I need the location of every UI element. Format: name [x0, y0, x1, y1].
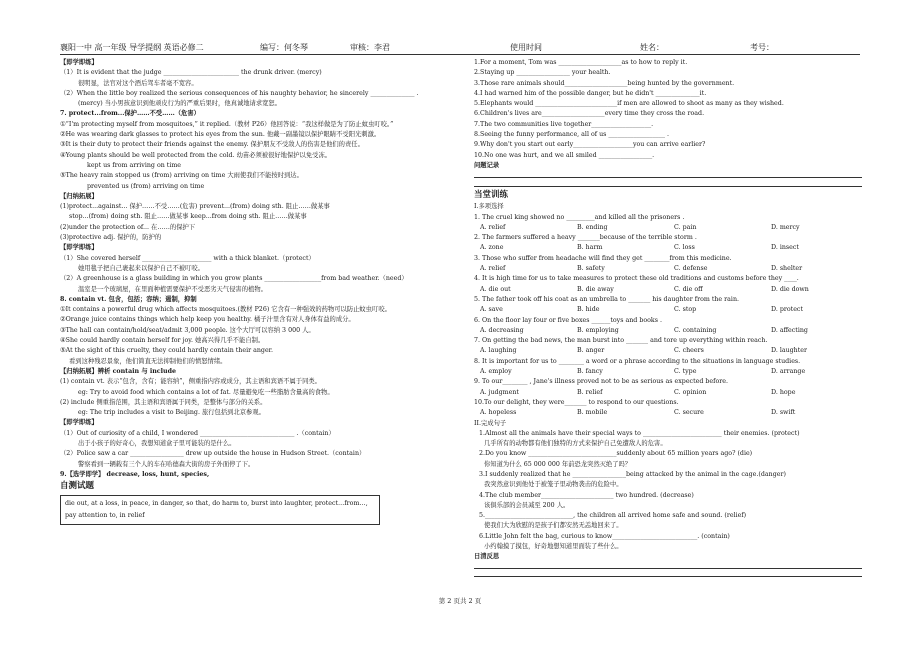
cloze-line: 我突然意识到他处于被笼子里动物袭击的危险中。 [484, 481, 623, 489]
cloze-line: 2.Do you know ____________________________suddenly about 65 million years ago? (die) [479, 450, 753, 458]
fill-blank-line: 7.The two communities live together___________________. [474, 120, 654, 128]
mc-option: B. safety [577, 265, 605, 273]
mc-options [474, 305, 862, 315]
practice-title: 当堂训练 [474, 190, 509, 201]
section-heading: 8. contain vt. 包含，包括；容纳；遏制，抑制 [60, 295, 197, 303]
mc-option: C. opinion [674, 388, 707, 396]
mc-option: A. laughing [480, 347, 517, 355]
text-line: （2）A greenhouse is a glass building in which you grow plants __________________from bad weather.（need） [60, 275, 408, 283]
mc-question: 4. It is high time for us to take measures to protect these old traditions and customs before they ____. [474, 275, 799, 283]
text-line: ④She could hardly contain herself for joy. 她高兴得几乎不能自制。 [60, 337, 265, 345]
text-line: （1）Out of curiosity of a child, I wondered ______________________________ .（contain） [60, 429, 335, 437]
text-line: ③The hall can contain/hold/seat/admit 3,000 people. 这个大厅可以容纳 3 000 人。 [60, 326, 315, 334]
cloze-line: 使我们大为欣慰的是孩子们都安然无恙地回来了。 [484, 522, 623, 530]
text-line: （2）When the little boy realized the serious consequences of his naughty behavior, he sincerely ______________ . [60, 89, 419, 97]
text-line: prevented us (from) arriving on time [87, 182, 205, 190]
text-line: 看到这种残忍景象，他们简直无法抑制他们的愤怒情绪。 [69, 357, 227, 365]
word-bank-line: die out, at a loss, in peace, in danger, so that, do harm to, burst into laughter, protect…from…, [65, 500, 368, 508]
reflection-line [474, 571, 862, 577]
mc-question: 3. Those who suffer from headache will find they get ________from this medicine. [474, 254, 732, 262]
mc-option: A. judgment [480, 388, 519, 396]
mc-question: 8. It is important for us to ________ a word or a phrase according to the situations in language studies. [474, 357, 801, 365]
mc-option: D. shelter [771, 265, 803, 273]
mc-option: C. die off [674, 285, 703, 293]
mc-option: B. hide [577, 306, 600, 314]
text-line: （1）It is evident that the judge ________________________ the drunk driver. (mercy) [60, 69, 322, 77]
mc-option: C. secure [674, 409, 704, 417]
header-author: 编写：何冬琴 [260, 43, 308, 52]
mc-option: C. stop [674, 306, 697, 314]
mc-option: D. insect [771, 244, 799, 252]
section-heading: 【归纳拓展】辨析 contain 与 include [60, 367, 177, 375]
left-column [60, 58, 450, 525]
mc-option: B. harm [577, 244, 603, 252]
mc-option: B. anger [577, 347, 605, 355]
text-line: (2) include 侧重指范围，其主语和宾语属于同类，是整体与部分的关系。 [60, 398, 267, 406]
text-line: eg: The trip includes a visit to Beijing. 旅行包括到北京参观。 [78, 409, 265, 417]
mc-option: C. defense [674, 265, 708, 273]
section-heading: 9.【选学即学】 decrease, loss, hunt, species, [60, 470, 210, 478]
text-line: ⑤At the sight of this cruelty, they could hardly contain their anger. [60, 347, 274, 355]
mc-option: D. arrange [771, 368, 806, 376]
mc-options [474, 285, 862, 295]
mc-options [474, 367, 862, 377]
header-name: 姓名： [640, 43, 664, 52]
section-heading: 7. protect...from...保护……不受……（危害） [60, 110, 200, 118]
fill-blank-line: 8.Seeing the funny performance, all of us __________________ . [474, 131, 670, 139]
text-line: (1) contain vt. 表示“包含，含有；能容纳”，侧重指内容或成分，其主语和宾语不属于同类。 [60, 378, 321, 386]
mc-options [474, 388, 862, 398]
mc-option: D. die down [771, 285, 809, 293]
fill-blank-line: 10.No one was hurt, and we all smiled _________________. [474, 151, 655, 159]
mc-option: B. mobile [577, 409, 608, 417]
text-line: stop...(from) doing sth. 阻止……做某事 keep...from doing sth. 阻止……做某事 [69, 213, 307, 221]
mc-question: 5. The father took off his coat as an umbrella to _______ his daughter from the rain. [474, 295, 739, 303]
page-header [60, 42, 860, 55]
cloze-line: 你知道为什么 65 000 000 年前恐龙突然灭绝了吗？ [484, 460, 632, 468]
mc-option: B. employing [577, 326, 619, 334]
fill-blank-line: 9.Why don't you start out early___________________you can arrive earlier? [474, 141, 706, 149]
text-line: ③It is their duty to protect their friends against the enemy. 保护朋友不受敌人的伤害是他们的责任。 [60, 141, 364, 149]
cloze-heading: II.完成句子 [474, 419, 507, 427]
text-line: ②Orange juice contains things which help keep you healthy. 橘子汁里含有对人身体有益的成分。 [60, 316, 355, 324]
mc-option: C. pain [674, 223, 697, 231]
page-footer: 第 2 页共 2 页 [438, 597, 482, 605]
mc-question: 9. To our________ , Jane's illness proved not to be as serious as expected before. [474, 378, 728, 386]
fill-blank-line: 6.Children's lives are____________________every time they cross the road. [474, 110, 705, 118]
notes-line [474, 171, 862, 178]
text-line: 出于小孩子的好奇心，我想知道盒子里可能装的是什么。 [78, 439, 236, 447]
reflection-line [474, 563, 862, 569]
mc-option: D. hope [771, 388, 796, 396]
fill-blank-line: 2.Staying up _________________ your health. [474, 69, 611, 77]
mc-question: 6. On the floor lay four or five boxes ______toys and books . [474, 316, 662, 324]
notes-line [474, 180, 862, 187]
text-line: 她用毯子把自己裹起来以保护自己不被叮咬。 [78, 264, 204, 272]
mc-option: C. cheers [674, 347, 704, 355]
mc-option: A. relief [480, 223, 506, 231]
text-line: （1）She covered herself ______________________ with a thick blanket.（protect） [60, 254, 315, 262]
fill-blank-line: 4.I had warned him of the possible danger, but he didn't ______________it. [474, 89, 707, 97]
header-school: 襄阳一中 高一年级 导学提纲 英语必修二 [60, 43, 204, 52]
fill-blank-line: 3.Those rare animals should____________________being hunted by the government. [474, 79, 735, 87]
mc-option: D. mercy [771, 223, 800, 231]
mc-option: D. laughter [771, 347, 808, 355]
mc-options [474, 243, 862, 253]
cloze-line: 1.Almost all the animals have their special ways to _________________________ their enemies. (protect) [479, 429, 800, 437]
mc-option: A. employ [480, 368, 512, 376]
text-line: ①It contains a powerful drug which affects mosquitoes.(教材 P26) 它含有一种强效的药物可以防止蚊虫叮咬。 [60, 306, 391, 314]
section-heading: 【即学即练】 [60, 244, 98, 252]
right-column [474, 58, 862, 579]
cloze-line: 几乎所有的动物都有他们独特的方式来保护自己免遭敌人的危害。 [484, 440, 667, 448]
section-heading: 【归纳拓展】 [60, 192, 98, 200]
mc-options [474, 346, 862, 356]
mc-option: A. decreasing [480, 326, 524, 334]
cloze-line: 5.____________________________, the children all arrived home safe and sound. (relief) [479, 512, 747, 520]
text-line: kept us from arriving on time [87, 161, 182, 169]
cloze-line: 6.Little John felt the bag, curious to know___________________________. (contain) [479, 532, 730, 540]
mc-option: D. protect [771, 306, 803, 314]
text-line: 警察看到一辆载有三个人的车在哈德森大街的房子外面停了下。 [78, 460, 255, 468]
text-line: (3)protective adj. 保护的，防护的 [60, 234, 162, 242]
mc-options [474, 326, 862, 336]
mc-option: B. relief [577, 388, 603, 396]
word-bank-box [60, 495, 380, 525]
mc-option: A. save [480, 306, 503, 314]
mc-option: A. hopeless [480, 409, 517, 417]
section-heading: 【即学即练】 [60, 59, 98, 66]
text-line: ①“I'm protecting myself from mosquitoes,” it replied.（教材 P26）他回答说：“我这样做是为了防止蚊虫叮咬。” [60, 120, 394, 128]
header-reviewer: 审核：李君 [350, 43, 390, 52]
section-title-self-test: 自测试题 [60, 481, 95, 492]
cloze-line: 该俱乐部的会员减至 200 人。 [484, 501, 570, 509]
text-line: (2)under the protection of... 在……的保护下 [60, 223, 196, 231]
text-line: ④Young plants should be well protected from the cold. 幼苗必须被很好地保护以免受冻。 [60, 151, 332, 159]
mc-options [474, 264, 862, 274]
word-bank-line: pay attention to, in relief [65, 512, 145, 520]
mc-option: A. zone [480, 244, 504, 252]
text-line: ⑤The heavy rain stopped us (from) arriving on time 大雨使我们不能按时到达。 [60, 172, 303, 180]
cloze-line: 4.The club member_______________________ two hundred. (decrease) [479, 491, 694, 499]
section-heading: 【即学即练】 [60, 419, 98, 427]
mc-option: B. ending [577, 223, 608, 231]
mc-option: A. relief [480, 265, 506, 273]
fill-blank-line: 1.For a moment, Tom was ____________________as to how to reply it. [474, 59, 688, 66]
text-line: eg: Try to avoid food which contains a lot of fat. 尽量避免吃一些脂肪含量高的食物。 [78, 388, 334, 396]
header-use-time: 使用时间 [510, 43, 542, 52]
mc-question: 7. On getting the bad news, the man burst into _______ and tore up everything within reach. [474, 337, 768, 345]
text-line: 很明显，法官对这个酒后驾车者毫不宽容。 [78, 79, 198, 87]
text-line: (1)protect...against... 保护……不受……(危害) prevent...(from) doing sth. 阻止……做某事 [60, 203, 330, 211]
mc-option: B. fancy [577, 368, 603, 376]
mc-question: 10.To our delight, they were_______ to respond to our questions. [474, 398, 679, 406]
cloze-line: 3.I suddenly realized that he _________________being attacked by the animal in the cage.(danger) [479, 470, 786, 478]
notes-title: 问题记录 [474, 161, 500, 169]
mc-option: D. swift [771, 409, 796, 417]
cloze-line: 小约翰摸了摸包，好奇地想知道里面装了些什么。 [484, 543, 623, 551]
mc-option: C. loss [674, 244, 695, 252]
mc-option: B. die away [577, 285, 614, 293]
reflection-title: 日清反思 [474, 553, 500, 561]
fill-blank-line: 5.Elephants would __________________________if men are allowed to shoot as many as they wished. [474, 100, 784, 108]
text-line: ②He was wearing dark glasses to protect his eyes from the sun. 他戴一副墨镜以保护眼睛不受阳光刺激。 [60, 131, 381, 139]
mc-options [474, 408, 862, 418]
mc-question: 1. The cruel king showed no _________and killed all the prisoners . [474, 213, 685, 221]
mc-option: A. die out [480, 285, 511, 293]
mc-options [474, 223, 862, 233]
mc-question: 2. The farmers suffered a heavy _______because of the terrible storm . [474, 234, 697, 242]
header-exam-no: 考号： [750, 43, 774, 52]
mc-option: C. containing [674, 326, 717, 334]
mc-option: C. type [674, 368, 697, 376]
text-line: （2）Police saw a car _________________ drew up outside the house in Hudson Street.（contain） [60, 450, 366, 458]
text-line: (mercy) 当小男孩意识到他顽皮行为的严重后果时，他真诚地请求宽恕。 [78, 100, 282, 108]
mc-heading: I.多项选择 [474, 203, 504, 211]
mc-option: D. affecting [771, 326, 808, 334]
text-line: 温室是一个玻璃屋，在里面种植需要保护不受恶劣天气侵害的植物。 [78, 285, 267, 293]
